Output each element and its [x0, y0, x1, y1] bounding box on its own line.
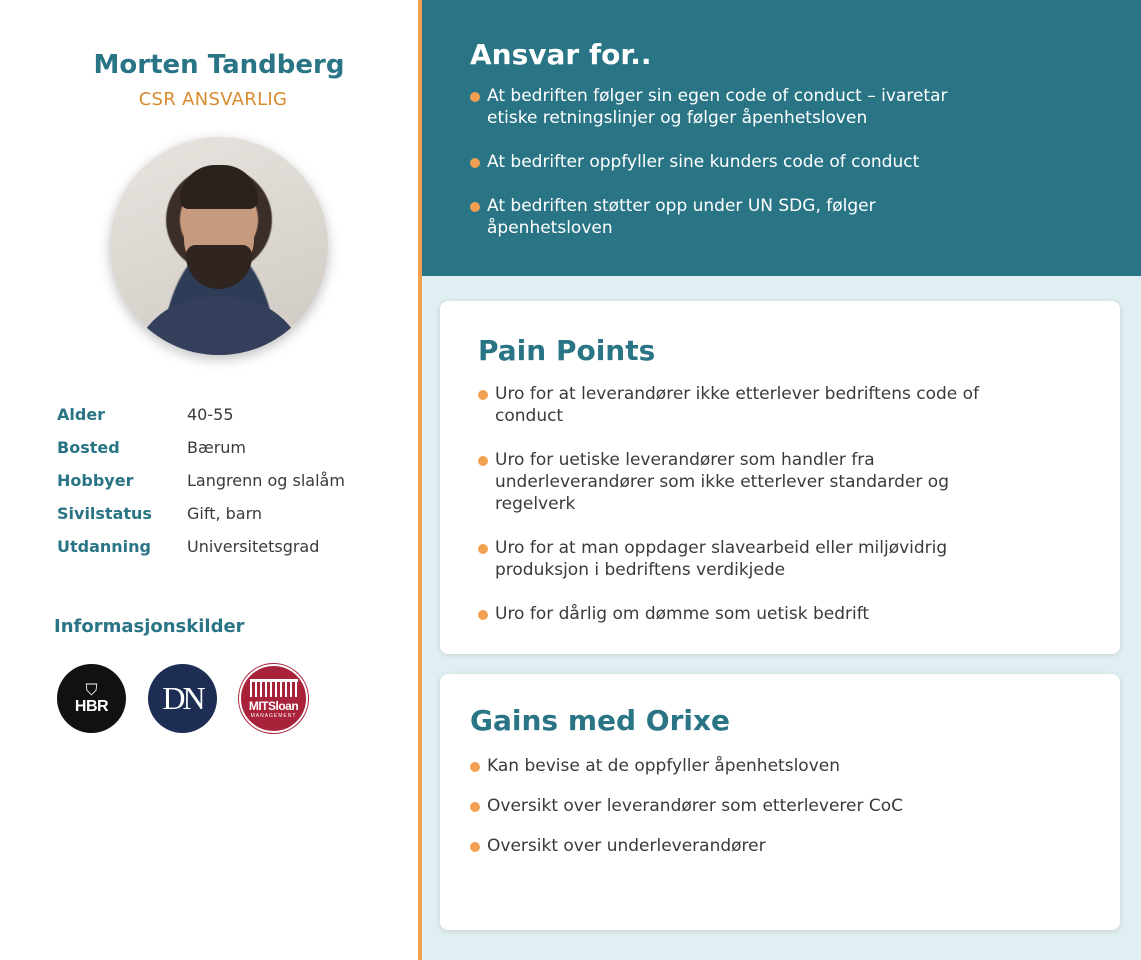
avatar-shirt — [130, 297, 308, 355]
bullet-dot-icon — [470, 92, 480, 102]
avatar-hair — [180, 165, 258, 209]
fact-value: Bærum — [187, 438, 246, 457]
list-item-text: Uro for at leverandører ikke etterlever bedriftens code of conduct — [495, 384, 980, 426]
list-item — [478, 449, 1023, 515]
persona-role: CSR ANSVARLIG — [138, 89, 288, 110]
fact-label: Utdanning — [57, 537, 151, 556]
content-panel — [422, 0, 1141, 960]
list-item-text: Oversikt over leverandører som etterleverer CoC — [487, 796, 904, 816]
fact-label: Bosted — [57, 438, 120, 457]
fact-label: Hobbyer — [57, 471, 134, 490]
list-item — [470, 795, 1015, 817]
profile-panel — [0, 0, 418, 960]
list-item — [470, 835, 1015, 857]
responsibility-section — [422, 0, 1141, 276]
dn-logo-icon — [148, 664, 217, 733]
bullet-dot-icon — [478, 610, 488, 620]
list-item — [470, 195, 990, 239]
info-sources-title: Informasjonskilder — [54, 616, 245, 637]
list-item-text: At bedriften følger sin egen code of conduct – ivaretar etiske retningslinjer og følger åpenhetsloven — [487, 86, 948, 128]
gains-card — [440, 674, 1120, 930]
list-item-text: Oversikt over underleverandører — [487, 836, 766, 856]
shield-icon: ⛉ — [85, 679, 98, 699]
fact-label: Sivilstatus — [57, 504, 152, 523]
bullet-dot-icon — [478, 456, 488, 466]
bullet-dot-icon — [470, 762, 480, 772]
list-item-text: Kan bevise at de oppfyller åpenhetsloven — [487, 756, 840, 776]
bullet-dot-icon — [470, 158, 480, 168]
hbr-logo-icon — [57, 664, 126, 733]
bullet-dot-icon — [470, 842, 480, 852]
mit-sloan-logo-icon — [239, 664, 308, 733]
gains-title: Gains med Orixe — [470, 704, 731, 737]
list-item-text: At bedriften støtter opp under UN SDG, følger åpenhetsloven — [487, 196, 876, 238]
logo-text: MITSloan — [248, 698, 299, 713]
bullet-dot-icon — [470, 202, 480, 212]
pain-points-title: Pain Points — [478, 334, 656, 367]
logo-text: DN — [162, 680, 203, 716]
bullet-dot-icon — [478, 390, 488, 400]
fact-value: Universitetsgrad — [187, 537, 320, 556]
list-item-text: Uro for uetiske leverandører som handler fra underleverandører som ikke etterlever standarder og regelverk — [495, 450, 950, 514]
list-item-text: At bedrifter oppfyller sine kunders code of conduct — [487, 152, 920, 172]
columns-icon — [250, 679, 298, 697]
list-item — [470, 755, 1015, 777]
bullet-dot-icon — [478, 544, 488, 554]
fact-label: Alder — [57, 405, 106, 424]
list-item-text: Uro for dårlig om dømme som uetisk bedrift — [495, 604, 870, 624]
pain-points-card — [440, 301, 1120, 654]
persona-name: Morten Tandberg — [93, 50, 345, 80]
bullet-dot-icon — [470, 802, 480, 812]
fact-value: Gift, barn — [187, 504, 263, 523]
list-item — [470, 151, 990, 173]
avatar — [110, 137, 328, 355]
fact-value: 40-55 — [187, 405, 234, 424]
list-item — [478, 603, 1023, 625]
list-item — [470, 85, 990, 129]
list-item-text: Uro for at man oppdager slavearbeid eller miljøvidrig produksjon i bedriftens verdikjede — [495, 538, 948, 580]
fact-value: Langrenn og slalåm — [187, 471, 345, 490]
avatar-beard — [186, 245, 252, 289]
list-item — [478, 383, 1023, 427]
logo-text: HBR — [74, 697, 109, 715]
list-item — [478, 537, 1023, 581]
logo-subtext: MANAGEMENT — [250, 712, 297, 719]
responsibility-title: Ansvar for.. — [470, 38, 652, 71]
